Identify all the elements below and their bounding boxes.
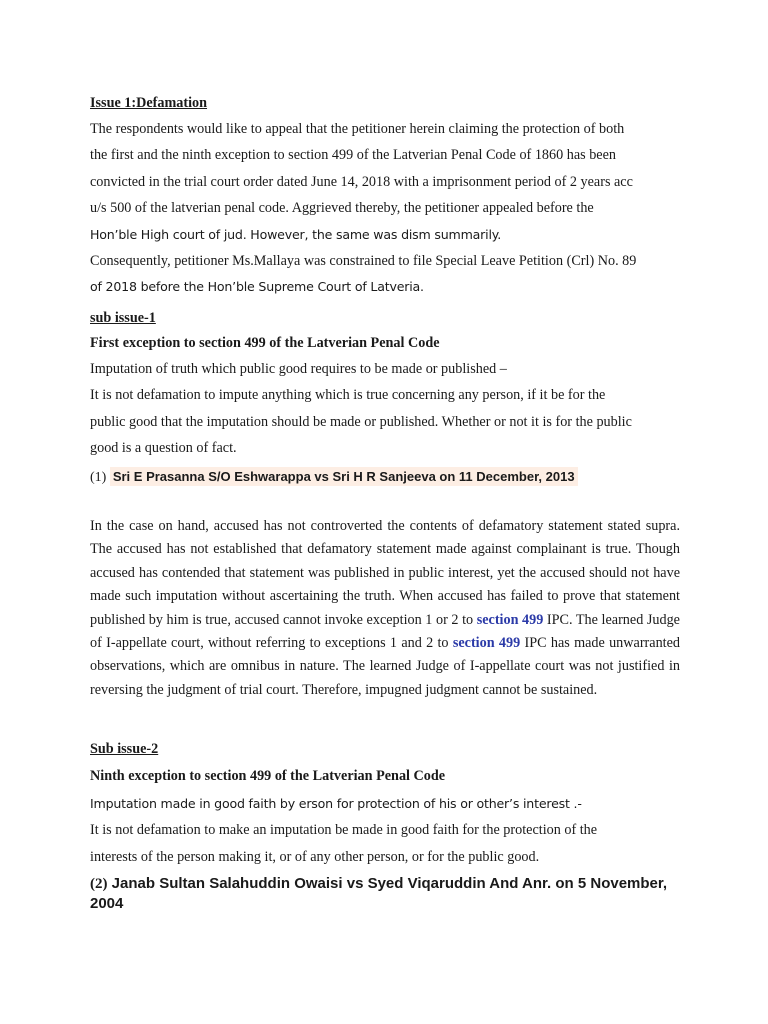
sub-issue-1-line: Imputation of truth which public good requires to be made or published – (90, 361, 507, 377)
sub-issue-1-title: First exception to section 499 of the Latverian Penal Code (90, 335, 440, 351)
issue-1-line: Consequently, petitioner Ms.Mallaya was constrained to file Special Leave Petition (Crl) No. 89 (90, 253, 637, 270)
sub-issue-1-heading: sub issue-1 (90, 310, 156, 326)
sub-issue-2-line: interests of the person making it, or of any other person, or for the public good. (90, 848, 540, 865)
issue-1-line: the first and the ninth exception to section 499 of the Latverian Penal Code of 1860 has been (90, 147, 616, 164)
sub-issue-1-body (90, 356, 680, 462)
sub-issue-2-title: Ninth exception to section 499 of the Latverian Penal Code (90, 768, 446, 784)
sub-issue-2-heading: Sub issue-2 (90, 741, 159, 757)
excerpt-text: IPC has made unwarranted observations, which are omnibus in nature. The learned Judge of I-appellate court was not justified in reversing the judgment of trial court. Therefore, impugned judgment cannot be sustained. (90, 635, 680, 698)
case-citation-2 (90, 874, 680, 914)
sub-issue-1-line: It is not defamation to impute anything which is true concerning any person, if it be for the (90, 387, 606, 404)
issue-1-line: of 2018 before the Hon’ble Supreme Court of Latveria. (90, 279, 424, 295)
case-name: Janab Sultan Salahuddin Owaisi vs Syed Viqaruddin And Anr. on 5 November, 2004 (90, 875, 668, 912)
section-499-link[interactable]: section 499 (476, 611, 544, 628)
case-citation-1 (90, 467, 680, 488)
case-number: (1) (90, 470, 107, 485)
case-number: (2) (90, 876, 108, 892)
sub-issue-2-line: Imputation made in good faith by erson for protection of his or other’s interest .- (90, 796, 582, 811)
issue-1-heading: Issue 1:Defamation (90, 95, 208, 111)
section-499-link[interactable]: section 499 (452, 635, 521, 652)
excerpt-text: In the case on hand, accused has not controverted the contents of defamatory statement stated supra. The accused has not established that defamatory statement made against complainant is true. Though accused has contended that statement was published in public interest, yet the accused should not have made such imputation without ascertaining the truth. When accused has failed to prove that statement published by him is true, accused cannot invoke exception 1 or 2 to (90, 518, 680, 628)
case-name-highlight: Sri E Prasanna S/O Eshwarappa vs Sri H R Sanjeeva on 11 December, 2013 (110, 467, 578, 486)
case-excerpt-paragraph (90, 515, 680, 702)
issue-1-body (90, 116, 680, 300)
issue-1-line: Hon’ble High court of jud. However, the same was dism summarily. (90, 226, 502, 242)
sub-issue-1-line: public good that the imputation should be made or published. Whether or not it is for the public (90, 413, 632, 430)
issue-1-line: convicted in the trial court order dated June 14, 2018 with a imprisonment period of 2 years acc (90, 173, 633, 190)
issue-1-line: u/s 500 of the latverian penal code. Aggrieved thereby, the petitioner appealed before the (90, 200, 594, 217)
sub-issue-1-line: good is a question of fact. (90, 440, 237, 457)
excerpt-text: IPC. The learned Judge of I-appellate court, without referring to exceptions 1 and 2 to (90, 611, 680, 652)
issue-1-line: The respondents would like to appeal that the petitioner herein claiming the protection of both (90, 121, 625, 137)
sub-issue-2-line: It is not defamation to make an imputation be made in good faith for the protection of the (90, 822, 598, 839)
sub-issue-2-body (90, 791, 680, 870)
